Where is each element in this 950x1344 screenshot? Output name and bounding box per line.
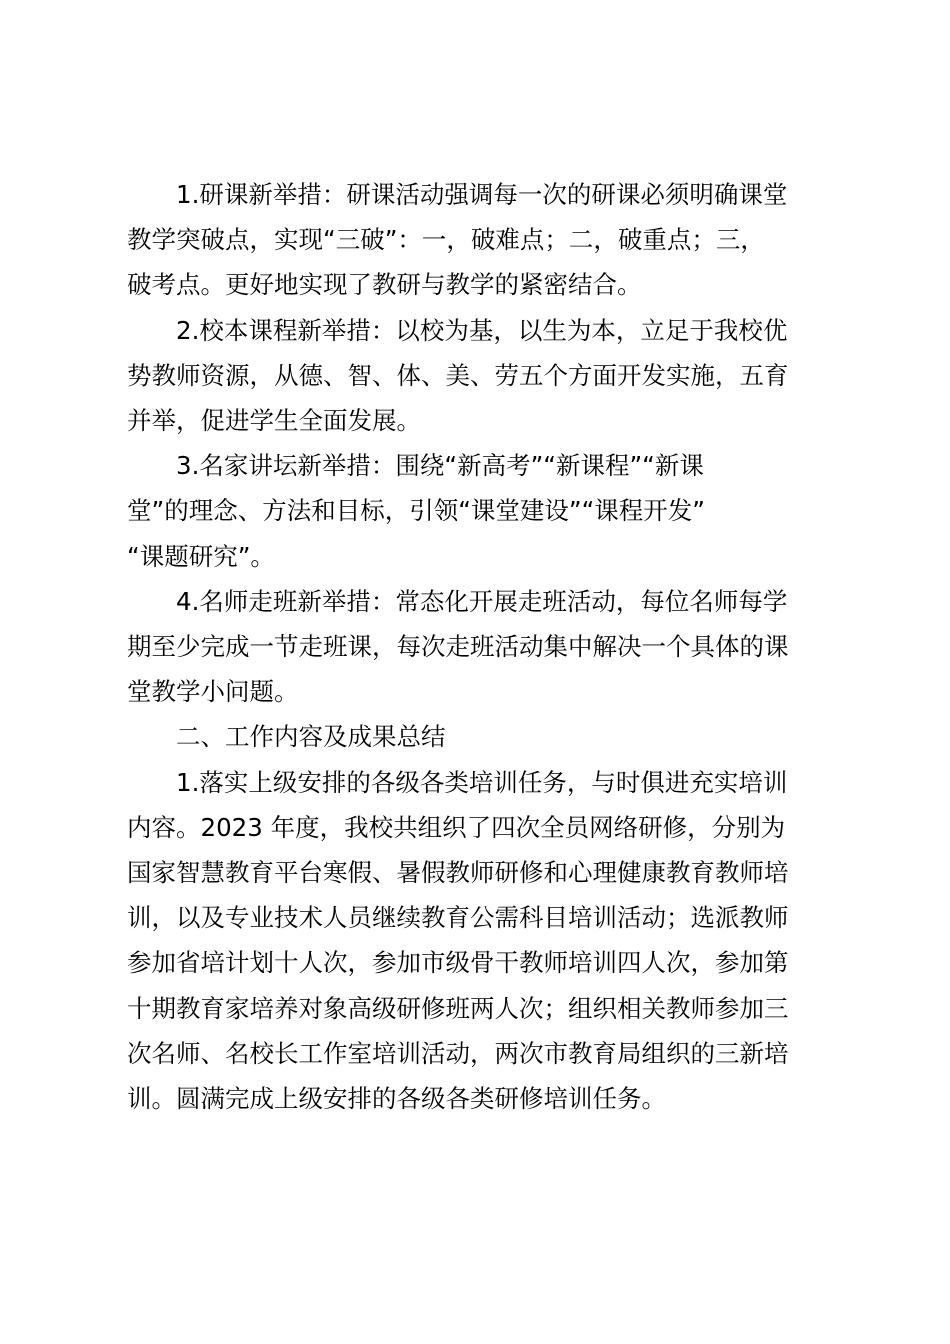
paragraph-measure-research-lessons: 1.研课新举措：研课活动强调每一次的研课必须明确课堂 教学突破点，实现“三破”：一，破难点；二，破重点；三， 破考点。更好地实现了教研与教学的紧密结合。 [127,180,788,300]
paragraph-measure-school-curriculum: 2.校本课程新举措：以校为基，以生为本，立足于我校优 势教师资源，从德、智、体、美、劳五个方面开发实施，五育 并举，促进学生全面发展。 [127,315,789,436]
section-heading-work-summary: 二、工作内容及成果总结 [176,722,446,752]
document-body [127,172,835,1121]
paragraph-measure-expert-forum: 3.名家讲坛新举措：围绕“新高考”“新课程”“新课 堂”的理念、方法和目标，引领“课堂建设”“课程开发” “课题研究”。 [127,451,705,571]
paragraph-training-tasks: 1.落实上级安排的各级各类培训任务，与时俱进充实培训 内容。2023 年度，我校共组织了四次全员网络研修，分别为 国家智慧教育平台寒假、暑假教师研修和心理健康教育教师培 训，以及专业技术人员继续教育公需科目培训活动；选派教师 参加省培计划十人次，参加市级骨干教师培训四人次，参加第 十期教育家培养对象高级研修班两人次；组织相关教师参加三 次名师、名校长工作室培训活动，两次市教育局组织的三新培 训。圆满完成上级安排的各级各类研修培训任务。 [127,767,789,1114]
paragraph-measure-teacher-rotation: 4.名师走班新举措：常态化开展走班活动，每位名师每学 期至少完成一节走班课，每次走班活动集中解决一个具体的课 堂教学小问题。 [127,586,789,707]
